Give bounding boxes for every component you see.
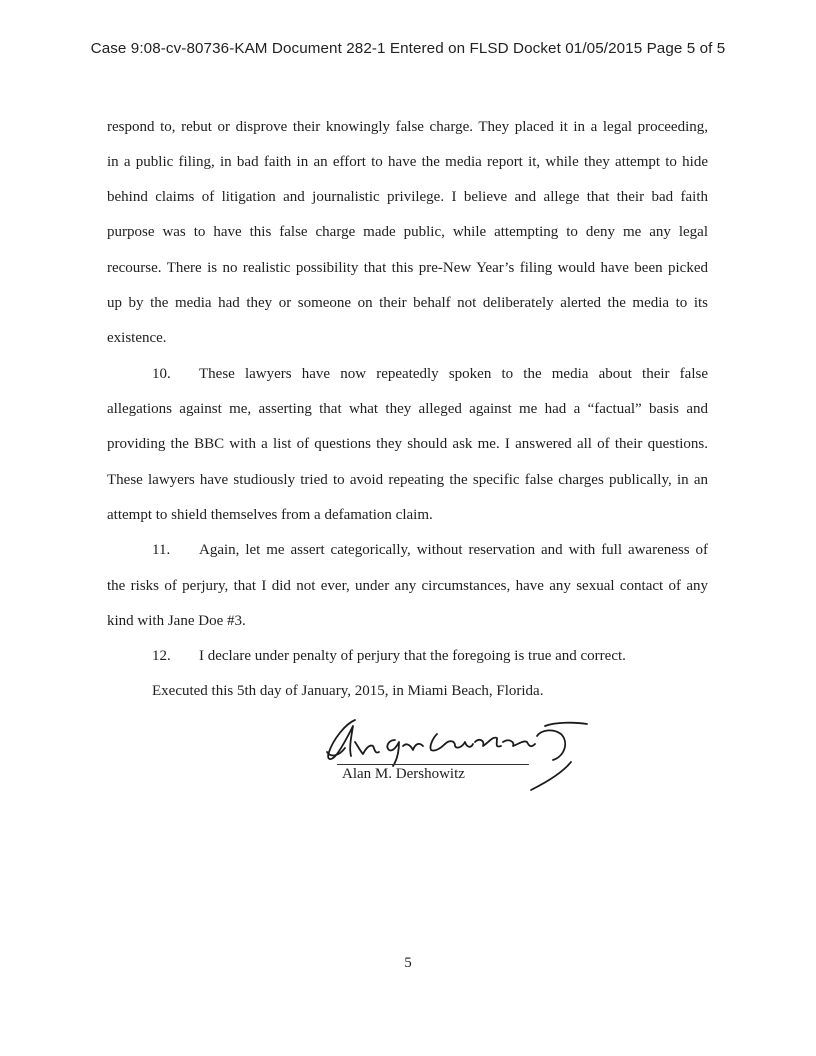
paragraph-12-line [152, 646, 708, 666]
paragraph-text: Again, let me assert categorically, without reservation and with full awareness of [199, 542, 708, 558]
body-line: providing the BBC with a list of questions they should ask me. I answered all of their questions. [107, 436, 708, 452]
body-line: attempt to shield themselves from a defamation claim. [107, 507, 433, 523]
body-line: respond to, rebut or disprove their knowingly false charge. They placed it in a legal proceeding, [107, 119, 708, 135]
paragraph-text: I declare under penalty of perjury that the foregoing is true and correct. [199, 648, 626, 664]
signer-name: Alan M. Dershowitz [342, 766, 465, 782]
paragraph-text: These lawyers have now repeatedly spoken to the media about their false [199, 366, 708, 382]
signature-block [315, 712, 605, 802]
signature-line [337, 764, 529, 765]
body-line: kind with Jane Doe #3. [107, 613, 246, 629]
paragraph-number: 10. [152, 366, 171, 382]
body-line: allegations against me, asserting that what they alleged against me had a “factual” basis and [107, 401, 708, 417]
paragraph-number: 11. [152, 542, 171, 558]
case-header: Case 9:08-cv-80736-KAM Document 282-1 Entered on FLSD Docket 01/05/2015 Page 5 of 5 [90, 40, 726, 57]
paragraph-11-first-line [152, 540, 708, 560]
body-line: behind claims of litigation and journalistic privilege. I believe and allege that their bad faith [107, 189, 708, 205]
paragraph-10-first-line [152, 364, 708, 384]
body-line: recourse. There is no realistic possibility that this pre-New Year’s filing would have been picked [107, 260, 708, 276]
body-line: existence. [107, 330, 167, 346]
paragraph-number: 12. [152, 648, 171, 664]
body-line: purpose was to have this false charge made public, while attempting to deny me any legal [107, 224, 708, 240]
executed-line: Executed this 5th day of January, 2015, in Miami Beach, Florida. [152, 683, 544, 699]
body-line: up by the media had they or someone on their behalf not deliberately alerted the media to its [107, 295, 708, 311]
body-line: the risks of perjury, that I did not ever, under any circumstances, have any sexual contact of any [107, 578, 708, 594]
body-line: in a public filing, in bad faith in an effort to have the media report it, while they attempt to hide [107, 154, 708, 170]
page-number: 5 [404, 955, 412, 971]
body-line: These lawyers have studiously tried to avoid repeating the specific false charges publically, in an [107, 472, 708, 488]
handwritten-signature [315, 712, 605, 802]
